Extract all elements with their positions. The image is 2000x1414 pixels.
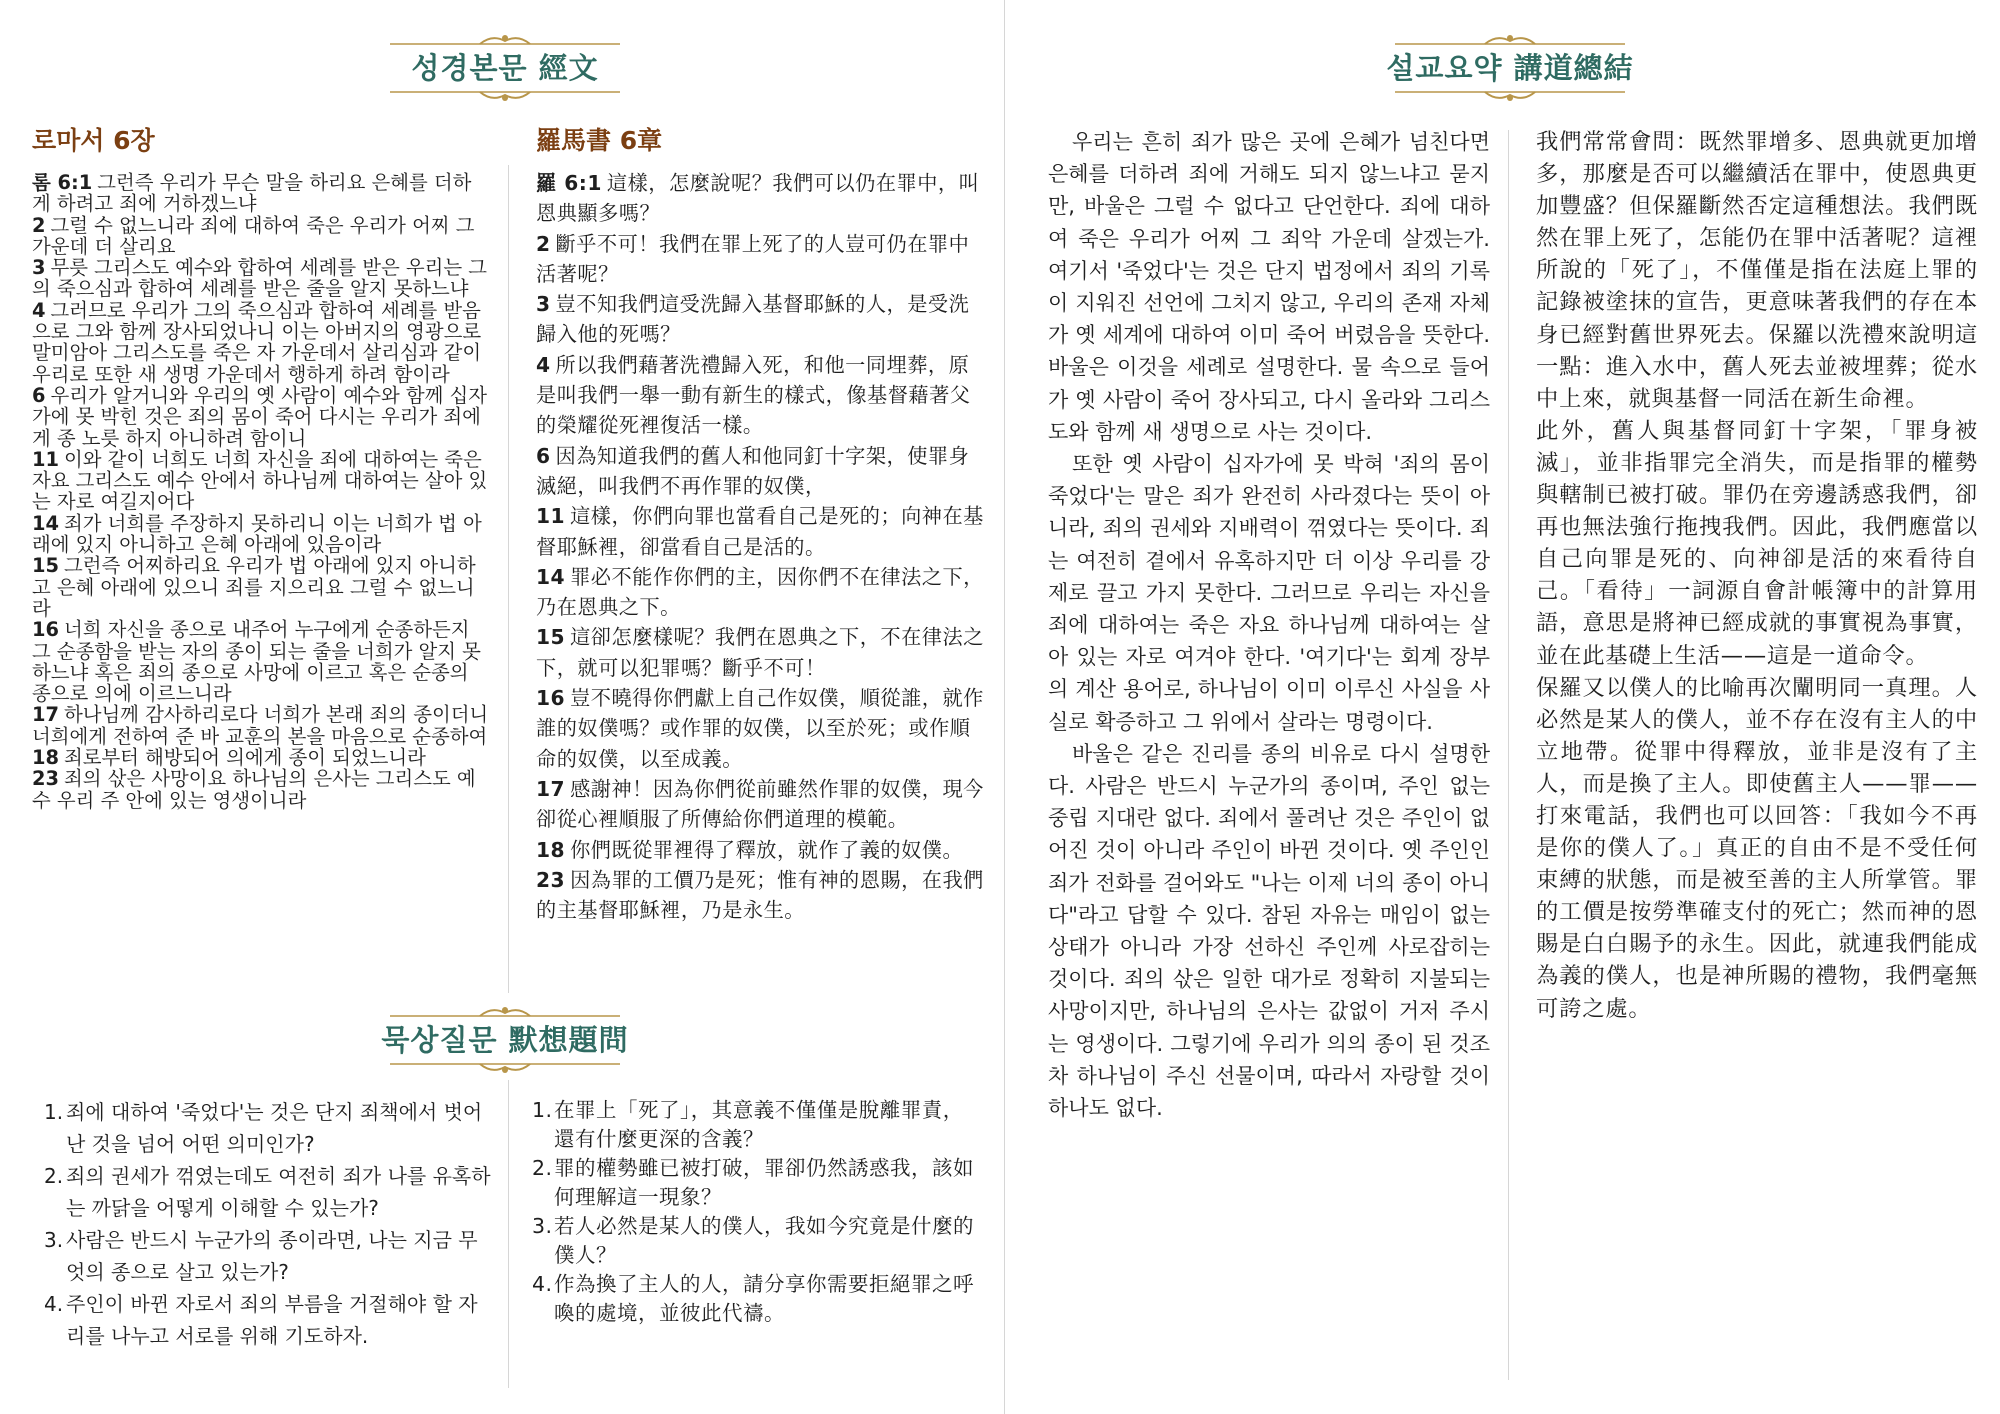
verse-item: 18 你們既從罪裡得了釋放，就作了義的奴僕。 (536, 837, 964, 862)
zh-question-list (520, 1096, 984, 1328)
ornament-top-icon (380, 32, 630, 50)
question-item: 2. 죄의 권세가 꺾였는데도 여전히 죄가 나를 유혹하는 까닭을 어떻게 이해할 수 있는가? (44, 1164, 491, 1220)
summary-heading-text: 설교요약 講道總結 (1386, 51, 1634, 85)
ko-question-list (32, 1096, 492, 1352)
scripture-heading-text: 성경본문 經文 (411, 51, 599, 85)
ornament-bottom-icon (1385, 86, 1635, 104)
verse-item: 14 죄가 너희를 주장하지 못하리니 이는 너희가 법 아래에 있지 아니하고 은혜 아래에 있음이라 (32, 511, 482, 557)
sermon-paragraph: 또한 옛 사람이 십자가에 못 박혀 '죄의 몸이 죽었다'는 말은 죄가 완전히 사라졌다는 뜻이 아니라, 죄의 권세와 지배력이 꺾였다는 뜻이다. 죄는 여전히 곁에서 유혹하지만 더 이상 우리를 강제로 끌고 가지 못한다. 그러므로 우리는 자신을 죄에 대하여는 죽은 자요 하나님께 대하여는 살아 있는 자로 여겨야 한다. '여기다'는 회계 장부의 계산 용어로, 하나님이 이미 이루신 사실을 사실로 확증하고 그 위에서 살라는 명령이다. (1048, 452, 1490, 734)
divider-scripture-columns (508, 165, 509, 993)
divider-sermon-columns (1508, 130, 1509, 1380)
verse-item: 11 이와 같이 너희도 너희 자신을 죄에 대하여는 죽은 자요 그리스도 예수 안에서 하나님께 대하여는 살아 있는 자로 여길지어다 (32, 447, 488, 514)
zh-sermon-summary (1536, 126, 1978, 1025)
verse-item: 11 這樣，你們向罪也當看自己是死的；向神在基督耶穌裡，卻當看自己是活的。 (536, 504, 984, 559)
verse-item: 6 우리가 알거니와 우리의 옛 사람이 예수와 함께 십자가에 못 박힌 것은 죄의 몸이 죽어 다시는 우리가 죄에게 종 노릇 하지 아니하려 함이니 (32, 383, 488, 450)
ornament-top-icon (380, 1004, 630, 1022)
divider-meditation-columns (508, 1080, 509, 1388)
verse-item: 2 그럴 수 없느니라 죄에 대하여 죽은 우리가 어찌 그 가운데 더 살리요 (32, 213, 475, 258)
verse-item: 2 斷乎不可！我們在罪上死了的人豈可仍在罪中活著呢？ (536, 231, 970, 286)
question-item: 3. 若人必然是某人的僕人，我如今究竟是什麼的僕人？ (532, 1214, 974, 1267)
verse-item: 18 죄로부터 해방되어 의에게 종이 되었느니라 (32, 746, 426, 770)
question-item: 3. 사람은 반드시 누군가의 종이라면, 나는 지금 무엇의 종으로 살고 있는가? (44, 1228, 478, 1284)
zh-chapter-title: 羅馬書 6章 (536, 126, 663, 155)
question-item: 1. 在罪上「死了」，其意義不僅僅是脫離罪責，還有什麼更深的含義？ (532, 1098, 964, 1151)
scripture-heading (380, 32, 630, 104)
meditation-heading (380, 1004, 630, 1076)
divider-page-center (1004, 0, 1005, 1414)
ko-verse-list (32, 172, 490, 811)
verse-item: 14 罪必不能作你們的主，因你們不在律法之下，乃在恩典之下。 (536, 564, 984, 620)
ko-sermon-summary (1048, 126, 1490, 1124)
verse-item: 17 하나님께 감사하리로다 너희가 본래 죄의 종이더니 너희에게 전하여 준 바 교훈의 본을 마음으로 순종하여 (32, 703, 489, 748)
question-item: 4. 作為換了主人的人，請分享你需要拒絕罪之呼喚的處境，並彼此代禱。 (532, 1272, 974, 1325)
sermon-paragraph: 我們常常會問：既然罪增多、恩典就更加增多，那麼是否可以繼續活在罪中，使恩典更加豐盛？但保羅斷然否定這種想法。我們既然在罪上死了，怎能仍在罪中活著呢？這裡所說的「死了」，不僅僅是指在法庭上罪的記錄被塗抹的宣告，更意味著我們的存在本身已經對舊世界死去。保羅以洗禮來說明這一點：進入水中，舊人死去並被埋葬；從水中上來，就與基督一同活在新生命裡。 (1536, 129, 1978, 412)
verse-item: 15 그런즉 어찌하리요 우리가 법 아래에 있지 아니하고 은혜 아래에 있으니 죄를 지으리요 그럴 수 없느니라 (32, 554, 476, 620)
summary-heading (1385, 32, 1635, 104)
question-item: 4. 주인이 바뀐 자로서 죄의 부름을 거절해야 할 자리를 나누고 서로를 위해 기도하자. (44, 1292, 478, 1348)
verse-item: 롬 6:1 그런즉 우리가 무슨 말을 하리요 은혜를 더하게 하려고 죄에 거하겠느냐 (32, 171, 472, 216)
verse-item: 4 그러므로 우리가 그의 죽으심과 합하여 세례를 받음으로 그와 함께 장사되었나니 이는 아버지의 영광으로 말미암아 그리스도를 죽은 자 가운데서 살리심과 같이 우리로 또한 새 생명 가운데서 행하게 하려 함이라 (32, 298, 482, 386)
ornament-bottom-icon (380, 86, 630, 104)
ornament-bottom-icon (380, 1058, 630, 1076)
question-item: 1. 죄에 대하여 '죽었다'는 것은 단지 죄책에서 벗어난 것을 넘어 어떤 의미인가? (44, 1100, 483, 1156)
verse-item: 23 因為罪的工價乃是死；惟有神的恩賜，在我們的主基督耶穌裡，乃是永生。 (536, 867, 984, 923)
verse-item: 3 무릇 그리스도 예수와 합하여 세례를 받은 우리는 그의 죽으심과 합하여 세례를 받은 줄을 알지 못하느냐 (32, 256, 488, 301)
ko-chapter-title: 로마서 6장 (32, 126, 155, 155)
verse-item: 16 豈不曉得你們獻上自己作奴僕，順從誰，就作誰的奴僕嗎？或作罪的奴僕，以至於死；或作順命的奴僕，以至成義。 (536, 686, 984, 771)
zh-verse-list (536, 168, 984, 925)
verse-item: 16 너희 자신을 종으로 내주어 누구에게 순종하든지 그 순종함을 받는 자의 종이 되는 줄을 너희가 알지 못하느냐 혹은 죄의 종으로 사망에 이르고 혹은 순종의 종으로 의에 이르느니라 (32, 618, 481, 706)
meditation-heading-text: 묵상질문 默想題問 (381, 1023, 629, 1057)
verse-item: 3 豈不知我們這受洗歸入基督耶穌的人，是受洗歸入他的死嗎？ (536, 292, 970, 347)
verse-item: 17 感謝神！因為你們從前雖然作罪的奴僕，現今卻從心裡順服了所傳給你們道理的模範。 (536, 776, 984, 832)
verse-item: 羅 6:1 這樣，怎麼說呢？我們可以仍在罪中，叫恩典顯多嗎？ (536, 171, 980, 226)
sermon-paragraph: 우리는 흔히 죄가 많은 곳에 은혜가 넘친다면 은혜를 더하려 죄에 거해도 되지 않느냐고 묻지만, 바울은 그럴 수 없다고 단언한다. 죄에 대하여 죽은 우리가 어찌 그 죄악 가운데 살겠는가. 여기서 '죽었다'는 것은 단지 법정에서 죄의 기록이 지워진 선언에 그치지 않고, 우리의 존재 자체가 옛 세계에 대하여 이미 죽어 버렸음을 뜻한다. 바울은 이것을 세례로 설명한다. 물 속으로 들어가 옛 사람이 죽어 장사되고, 다시 올라와 그리스도와 함께 새 생명으로 사는 것이다. (1048, 130, 1490, 444)
sermon-paragraph: 此外，舊人與基督同釘十字架，「罪身被滅」，並非指罪完全消失，而是指罪的權勢與轄制已被打破。罪仍在旁邊誘惑我們，卻再也無法強行拖拽我們。因此，我們應當以自己向罪是死的、向神卻是活的來看待自己。「看待」一詞源自會計帳簿中的計算用語，意思是將神已經成就的事實視為事實，並在此基礎上生活——這是一道命令。 (1536, 417, 1978, 669)
verse-item: 6 因為知道我們的舊人和他同釘十字架，使罪身滅絕，叫我們不再作罪的奴僕， (536, 443, 970, 498)
verse-item: 15 這卻怎麼樣呢？我們在恩典之下，不在律法之下，就可以犯罪嗎？斷乎不可！ (536, 625, 984, 680)
verse-item: 4 所以我們藉著洗禮歸入死，和他一同埋葬，原是叫我們一舉一動有新生的樣式，像基督藉著父的榮耀從死裡復活一樣。 (536, 352, 971, 438)
question-item: 2. 罪的權勢雖已被打破，罪卻仍然誘惑我，該如何理解這一現象？ (532, 1156, 974, 1209)
ornament-top-icon (1385, 32, 1635, 50)
verse-item: 23 죄의 삯은 사망이요 하나님의 은사는 그리스도 예수 우리 주 안에 있는 영생이니라 (32, 767, 476, 812)
sermon-paragraph: 바울은 같은 진리를 종의 비유로 다시 설명한다. 사람은 반드시 누군가의 종이며, 주인 없는 중립 지대란 없다. 죄에서 풀려난 것은 주인이 없어진 것이 아니라 주인이 바뀐 것이다. 옛 주인인 죄가 전화를 걸어와도 "나는 이제 너의 종이 아니다"라고 답할 수 있다. 참된 자유는 매임이 없는 상태가 아니라 가장 선하신 주인께 사로잡히는 것이다. 죄의 삯은 일한 대가로 정확히 지불되는 사망이지만, 하나님의 은사는 값없이 거저 주시는 영생이다. 그렇기에 우리가 의의 종이 된 것조차 하나님이 주신 선물이며, 따라서 자랑할 것이 하나도 없다. (1048, 741, 1490, 1121)
sermon-paragraph: 保羅又以僕人的比喻再次闡明同一真理。人必然是某人的僕人，並不存在沒有主人的中立地帶。從罪中得釋放，並非是沒有了主人，而是換了主人。即使舊主人——罪——打來電話，我們也可以回答：「我如今不再是你的僕人了。」真正的自由不是不受任何束縛的狀態，而是被至善的主人所掌管。罪的工價是按勞準確支付的死亡；然而神的恩賜是白白賜予的永生。因此，就連我們能成為義的僕人，也是神所賜的禮物，我們毫無可誇之處。 (1536, 674, 1978, 1022)
